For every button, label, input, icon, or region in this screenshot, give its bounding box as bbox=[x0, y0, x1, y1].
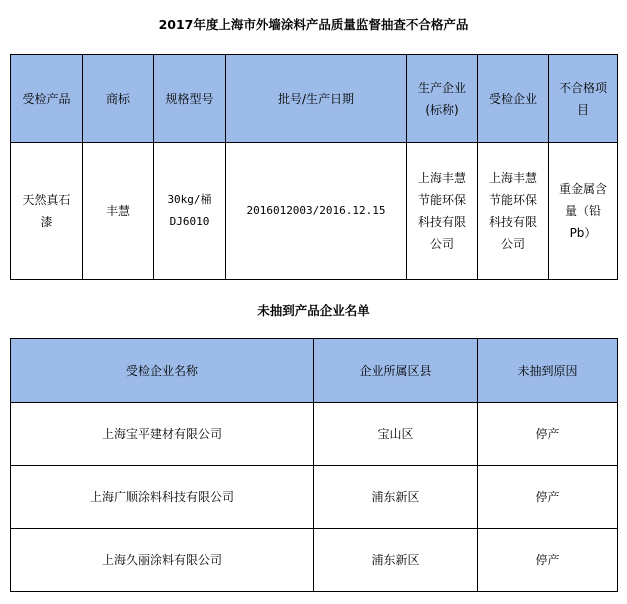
cell-company-name: 上海宝平建材有限公司 bbox=[11, 403, 314, 466]
cell-brand: 丰慧 bbox=[83, 143, 154, 280]
unsampled-companies-table bbox=[10, 338, 618, 592]
column-header-batch: 批号/生产日期 bbox=[226, 55, 407, 143]
table-header-row bbox=[11, 339, 618, 403]
cell-spec-model: DJ6010 bbox=[169, 215, 210, 228]
table-row bbox=[11, 529, 618, 592]
column-header-inspected-company: 受检企业 bbox=[478, 55, 549, 143]
cell-district: 浦东新区 bbox=[314, 466, 478, 529]
failed-products-table bbox=[10, 54, 618, 280]
column-header-reason: 未抽到原因 bbox=[478, 339, 618, 403]
table-header-row bbox=[11, 55, 618, 143]
page-title: 2017年度上海市外墙涂料产品质量监督抽查不合格产品 bbox=[158, 17, 469, 32]
cell-batch: 2016012003/2016.12.15 bbox=[226, 143, 407, 280]
column-header-district: 企业所属区县 bbox=[314, 339, 478, 403]
cell-failed-item: 重金属含量（铅Pb） bbox=[549, 143, 618, 280]
cell-company-name: 上海广顺涂料科技有限公司 bbox=[11, 466, 314, 529]
column-header-company-name: 受检企业名称 bbox=[11, 339, 314, 403]
cell-district: 浦东新区 bbox=[314, 529, 478, 592]
column-header-failed-item: 不合格项目 bbox=[549, 55, 618, 143]
cell-reason: 停产 bbox=[478, 403, 618, 466]
cell-company-name: 上海久丽涂料有限公司 bbox=[11, 529, 314, 592]
table-row bbox=[11, 403, 618, 466]
table-row bbox=[11, 143, 618, 280]
cell-spec bbox=[154, 143, 226, 280]
column-header-brand: 商标 bbox=[83, 55, 154, 143]
table-row bbox=[11, 466, 618, 529]
cell-inspected-company: 上海丰慧节能环保科技有限公司 bbox=[478, 143, 549, 280]
cell-reason: 停产 bbox=[478, 529, 618, 592]
column-header-manufacturer: 生产企业(标称) bbox=[407, 55, 478, 143]
cell-spec-package: 30kg/桶 bbox=[167, 193, 212, 206]
column-header-product: 受检产品 bbox=[11, 55, 83, 143]
column-header-spec: 规格型号 bbox=[154, 55, 226, 143]
cell-product: 天然真石漆 bbox=[11, 143, 83, 280]
cell-reason: 停产 bbox=[478, 466, 618, 529]
cell-manufacturer: 上海丰慧节能环保科技有限公司 bbox=[407, 143, 478, 280]
cell-district: 宝山区 bbox=[314, 403, 478, 466]
section-title: 未抽到产品企业名单 bbox=[257, 303, 370, 318]
